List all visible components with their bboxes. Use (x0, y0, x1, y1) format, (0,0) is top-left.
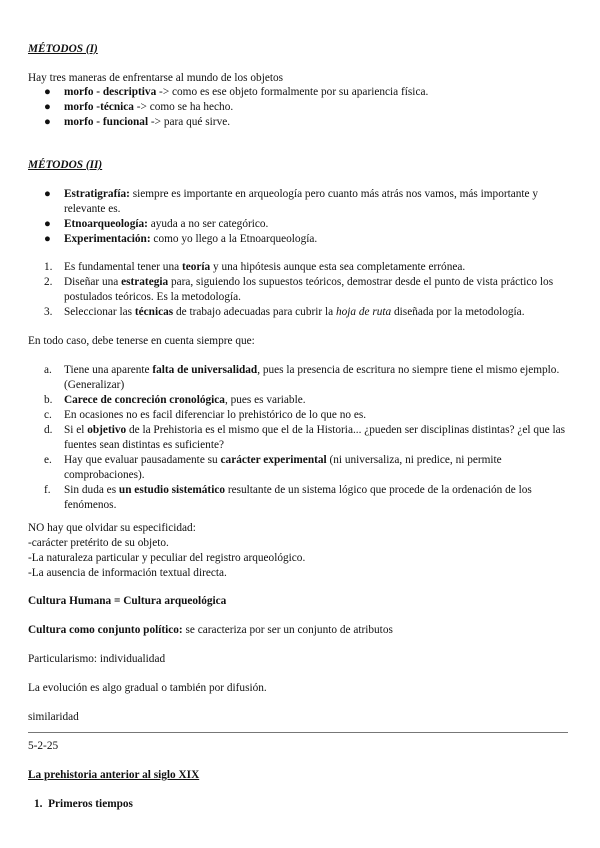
date-label: 5-2-25 (28, 740, 59, 752)
list-item: f. Sin duda es un estudio sistemático resultante de un sistema lógico que procede de la ordenación de los fenómenos. (44, 484, 532, 511)
metodos-2-alpha-list (28, 363, 576, 513)
list-item: ● Estratigrafía: siempre es importante en arqueología pero cuanto más atrás nos vamos, más importante y relevante es. (44, 188, 539, 215)
metodos-1-list (28, 85, 576, 130)
metodos-2-numbered (28, 260, 576, 320)
list-item: ● morfo -técnica -> como se ha hecho. (44, 101, 234, 113)
section-title-metodos-2: MÉTODOS (II) (28, 159, 103, 171)
equation-line: Cultura Humana = Cultura arqueológica (28, 595, 227, 607)
bullet-icon: ● (44, 86, 51, 98)
horizontal-divider (28, 732, 568, 733)
section-heading: La prehistoria anterior al siglo XIX (28, 769, 200, 781)
bullet-icon: ● (44, 101, 51, 113)
list-item: e. Hay que evaluar pausadamente su carácter experimental (ni universaliza, ni predice, ni permite comprobaciones). (44, 454, 502, 481)
bullet-icon: ● (44, 233, 51, 245)
list-item: a. Tiene una aparente falta de universalidad, pues la presencia de escritura no siempre tiene el mismo ejemplo. (Generalizar) (44, 364, 560, 391)
metodos-2-bullets (28, 187, 576, 247)
bullet-icon: ● (44, 218, 51, 230)
metodos-2-intro: En todo caso, debe tenerse en cuenta siempre que: (28, 335, 255, 347)
section-title-metodos-1: MÉTODOS (I) (28, 43, 98, 55)
list-item: 2. Diseñar una estrategia para, siguiendo los supuestos teóricos, demostrar desde el punto de vista práctico los postulados teóricos. Es la metodología. (44, 276, 554, 303)
list-item: ● Experimentación: como yo llego a la Etnoarqueología. (44, 233, 318, 245)
bullet-icon: ● (44, 116, 51, 128)
list-item: b. Carece de concreción cronológica, pues es variable. (44, 394, 306, 406)
bullet-icon: ● (44, 188, 51, 200)
list-item: ● morfo - funcional -> para qué sirve. (44, 116, 231, 128)
list-item: c. En ocasiones no es facil diferenciar lo prehistórico de lo que no es. (44, 409, 367, 421)
list-item: ● morfo - descriptiva -> como es ese objeto formalmente por su apariencia física. (44, 86, 429, 98)
list-item: 3. Seleccionar las técnicas de trabajo adecuadas para cubrir la hoja de ruta diseñada por la metodología. (44, 306, 525, 318)
metodos-1-intro: Hay tres maneras de enfrentarse al mundo de los objetos (28, 72, 284, 84)
evolucion-line: La evolución es algo gradual o también por difusión. (28, 682, 267, 694)
similaridad-line: similaridad (28, 711, 79, 723)
cultura-conjunto: Cultura como conjunto político: se caracteriza por ser un conjunto de atributos (28, 624, 393, 636)
list-item: ● Etnoarqueología: ayuda a no ser categórico. (44, 218, 269, 230)
list-item: d. Si el objetivo de la Prehistoria es el mismo que el de la Historia... ¿pueden ser disciplinas distintas? ¿el que las fuentes sean distintas es suficiente? (44, 424, 566, 451)
especificidad-note: NO hay que olvidar su especificidad: -carácter pretérito de su objeto. -La naturaleza particular y peculiar del registro arqueológico. -La ausencia de información textual directa. (28, 522, 306, 579)
list-item: 1. Es fundamental tener una teoría y una hipótesis aunque esta sea completamente errónea. (44, 261, 466, 273)
particularismo-line: Particularismo: individualidad (28, 653, 166, 665)
subsection-heading: 1. Primeros tiempos (34, 798, 133, 810)
